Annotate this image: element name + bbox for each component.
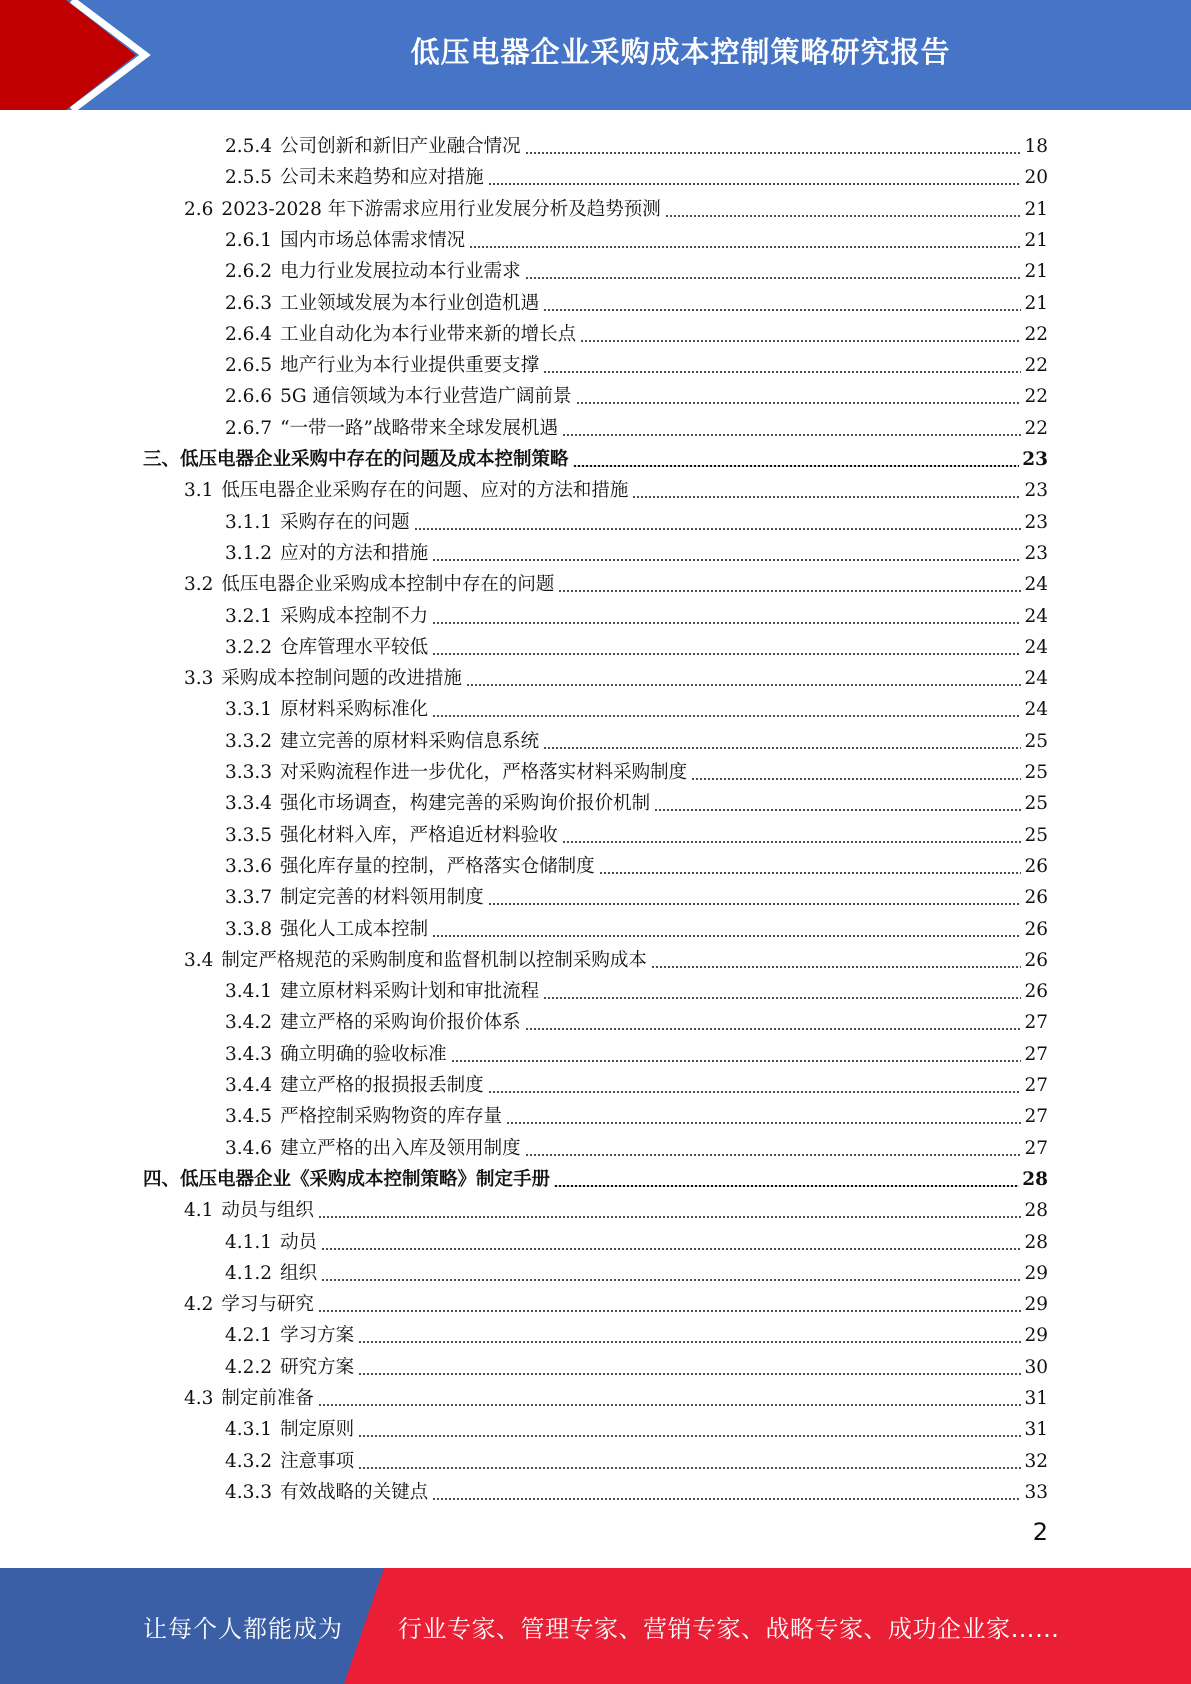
toc-entry-page: 26 xyxy=(1024,855,1048,877)
toc-dot-leader xyxy=(466,684,1022,686)
toc-entry[interactable] xyxy=(225,1223,1048,1254)
toc-entry-page: 27 xyxy=(1024,1137,1048,1159)
toc-entry-number: 3.1.2 xyxy=(225,542,273,564)
toc-entry[interactable] xyxy=(225,753,1048,784)
toc-dot-leader xyxy=(432,653,1021,655)
toc-dot-leader xyxy=(321,1279,1021,1281)
toc-entry-title: 采购成本控制问题的改进措施 xyxy=(221,668,462,690)
toc-entry-number: 3.2.1 xyxy=(225,605,273,627)
toc-entry[interactable] xyxy=(225,1348,1048,1379)
toc-entry[interactable] xyxy=(225,1410,1048,1441)
toc-entry-number: 4.2.1 xyxy=(225,1325,273,1347)
toc-entry-number: 4.2 xyxy=(184,1294,214,1316)
toc-entry[interactable] xyxy=(184,941,1048,972)
toc-entry-number: 3.4.3 xyxy=(225,1043,273,1065)
toc-dot-leader xyxy=(562,841,1022,843)
toc-entry[interactable] xyxy=(225,1254,1048,1285)
toc-dot-leader xyxy=(562,434,1021,436)
toc-dot-leader xyxy=(654,809,1021,811)
toc-entry-title: “一带一路”战略带来全球发展机遇 xyxy=(280,417,558,439)
toc-entry-number: 2.6 xyxy=(184,198,214,220)
toc-entry-number: 2.6.3 xyxy=(225,292,273,314)
toc-entry-title: 工业领域发展为本行业创造机遇 xyxy=(280,292,540,314)
toc-entry-title: 原材料采购标准化 xyxy=(280,699,429,721)
report-title: 低压电器企业采购成本控制策略研究报告 xyxy=(410,34,951,69)
toc-entry-number: 4.1.2 xyxy=(225,1262,273,1284)
toc-entry-number: 4.2.2 xyxy=(225,1356,273,1378)
toc-entry-title: 低压电器企业采购存在的问题、应对的方法和措施 xyxy=(221,480,629,502)
toc-entry-title: 低压电器企业采购成本控制中存在的问题 xyxy=(221,574,555,596)
toc-entry-title: 低压电器企业采购中存在的问题及成本控制策略 xyxy=(180,449,569,470)
toc-entry-title: 有效战略的关键点 xyxy=(280,1481,429,1503)
toc-entry-page: 31 xyxy=(1024,1419,1048,1441)
toc-dot-leader xyxy=(488,903,1022,905)
toc-entry-page: 23 xyxy=(1024,511,1048,533)
toc-dot-leader xyxy=(525,152,1022,154)
toc-entry-number: 4.3.3 xyxy=(225,1481,273,1503)
toc-entry-title: 研究方案 xyxy=(280,1356,355,1378)
toc-entry-number: 3.3.2 xyxy=(225,730,273,752)
toc-entry[interactable] xyxy=(184,1379,1048,1410)
toc-dot-leader xyxy=(599,872,1022,874)
toc-entry-page: 29 xyxy=(1024,1262,1048,1284)
toc-entry-title: 强化材料入库，严格追近材料验收 xyxy=(280,824,558,846)
toc-entry[interactable] xyxy=(225,597,1048,628)
toc-entry-title: 采购成本控制不力 xyxy=(280,605,429,627)
toc-entry-page: 27 xyxy=(1024,1075,1048,1096)
toc-entry[interactable] xyxy=(225,1129,1048,1160)
toc-entry-number: 三、 xyxy=(143,449,181,470)
toc-entry-page: 30 xyxy=(1024,1356,1048,1378)
toc-dot-leader xyxy=(691,778,1021,780)
toc-entry-title: 强化人工成本控制 xyxy=(280,918,429,940)
toc-entry[interactable] xyxy=(225,315,1048,346)
toc-entry-number: 4.3.1 xyxy=(225,1419,273,1441)
toc-entry-title: 制定前准备 xyxy=(221,1388,314,1409)
toc-dot-leader xyxy=(525,277,1022,279)
toc-entry-number: 3.4.4 xyxy=(225,1075,273,1096)
toc-entry-number: 3.3.1 xyxy=(225,699,273,721)
toc-entry-title: 仓库管理水平较低 xyxy=(280,636,429,658)
toc-entry[interactable] xyxy=(225,816,1048,847)
toc-entry-title: 制定完善的材料领用制度 xyxy=(280,887,484,909)
toc-entry-title: 动员与组织 xyxy=(221,1200,314,1222)
toc-entry-page: 24 xyxy=(1024,699,1048,721)
toc-dot-leader xyxy=(358,1341,1021,1343)
toc-entry-title: 制定严格规范的采购制度和监督机制以控制采购成本 xyxy=(221,949,647,971)
toc-entry-title: 2023-2028 年下游需求应用行业发展分析及趋势预测 xyxy=(221,198,661,220)
toc-entry-number: 3.3.7 xyxy=(225,887,273,909)
toc-entry-page: 26 xyxy=(1024,949,1048,971)
toc-dot-leader xyxy=(525,1028,1022,1030)
toc-entry-number: 3.4.1 xyxy=(225,981,273,1003)
toc-entry-title: 制定原则 xyxy=(280,1419,355,1441)
toc-entry-number: 四、 xyxy=(143,1168,181,1190)
toc-entry-page: 23 xyxy=(1022,449,1048,470)
toc-entry-number: 2.6.2 xyxy=(225,261,273,283)
toc-entry-page: 24 xyxy=(1024,668,1048,690)
toc-entry[interactable] xyxy=(184,190,1048,221)
toc-dot-leader xyxy=(558,590,1021,592)
toc-dot-leader xyxy=(432,935,1021,937)
toc-dot-leader xyxy=(573,465,1020,467)
toc-dot-leader xyxy=(432,559,1021,561)
toc-entry-page: 28 xyxy=(1024,1231,1048,1253)
toc-entry[interactable] xyxy=(225,284,1048,315)
toc-entry-number: 3.3.5 xyxy=(225,824,273,846)
toc-entry-page: 24 xyxy=(1024,574,1048,596)
toc-entry-page: 22 xyxy=(1024,386,1048,408)
toc-entry-number: 3.1.1 xyxy=(225,511,273,533)
toc-dot-leader xyxy=(469,246,1021,248)
toc-entry[interactable] xyxy=(225,878,1048,909)
toc-entry-number: 3.4.6 xyxy=(225,1137,273,1159)
toc-entry-number: 3.1 xyxy=(184,480,214,502)
toc-dot-leader xyxy=(525,1154,1022,1156)
toc-entry-number: 3.2.2 xyxy=(225,636,273,658)
toc-entry[interactable] xyxy=(184,659,1048,690)
toc-entry-page: 26 xyxy=(1024,981,1048,1003)
toc-dot-leader xyxy=(358,1373,1021,1375)
toc-entry[interactable] xyxy=(225,1473,1048,1504)
toc-entry[interactable] xyxy=(225,409,1048,440)
toc-entry-title: 建立完善的原材料采购信息系统 xyxy=(280,730,540,752)
toc-entry-page: 27 xyxy=(1024,1106,1048,1128)
toc-entry[interactable] xyxy=(225,1097,1048,1128)
toc-entry[interactable] xyxy=(225,972,1048,1003)
toc-dot-leader xyxy=(414,528,1022,530)
toc-entry-page: 21 xyxy=(1024,261,1048,283)
toc-entry[interactable] xyxy=(225,503,1048,534)
toc-entry[interactable] xyxy=(225,127,1048,158)
footer-slogan-left: 让每个人都能成为 xyxy=(143,1614,343,1643)
toc-entry-title: 强化市场调查，构建完善的采购询价报价机制 xyxy=(280,793,651,815)
toc-dot-leader xyxy=(318,1404,1022,1406)
toc-entry-page: 28 xyxy=(1024,1200,1048,1222)
toc-entry-page: 23 xyxy=(1024,542,1048,564)
toc-dot-leader xyxy=(432,622,1021,624)
toc-dot-leader xyxy=(488,183,1022,185)
toc-entry-page: 26 xyxy=(1024,918,1048,940)
toc-dot-leader xyxy=(358,1467,1021,1469)
toc-entry[interactable] xyxy=(225,346,1048,377)
toc-entry[interactable] xyxy=(184,565,1048,596)
toc-entry-page: 27 xyxy=(1024,1043,1048,1065)
toc-dot-leader xyxy=(576,402,1022,404)
toc-entry-page: 25 xyxy=(1024,762,1048,783)
toc-entry-number: 3.3.4 xyxy=(225,793,273,815)
toc-dot-leader xyxy=(580,340,1021,342)
toc-entry-number: 3.4.2 xyxy=(225,1012,273,1034)
toc-entry-title: 学习与研究 xyxy=(221,1294,314,1316)
toc-entry[interactable] xyxy=(225,628,1048,659)
toc-entry-page: 32 xyxy=(1024,1450,1048,1472)
toc-entry-number: 3.2 xyxy=(184,574,214,596)
toc-dot-leader xyxy=(318,1310,1022,1312)
toc-entry-title: 采购存在的问题 xyxy=(280,511,410,533)
toc-entry-title: 确立明确的验收标准 xyxy=(280,1043,447,1065)
toc-entry-title: 国内市场总体需求情况 xyxy=(280,229,466,251)
toc-entry[interactable] xyxy=(225,690,1048,721)
toc-dot-leader xyxy=(543,997,1021,999)
toc-entry-number: 2.6.5 xyxy=(225,355,273,377)
toc-dot-leader xyxy=(554,1185,1019,1187)
toc-entry-title: 工业自动化为本行业带来新的增长点 xyxy=(280,323,577,345)
toc-entry[interactable] xyxy=(225,1003,1048,1034)
toc-entry-title: 组织 xyxy=(280,1262,318,1284)
toc-entry-number: 4.1.1 xyxy=(225,1231,273,1253)
toc-entry-title: 应对的方法和措施 xyxy=(280,542,429,564)
toc-entry-title: 建立严格的出入库及领用制度 xyxy=(280,1137,521,1159)
toc-dot-leader xyxy=(432,715,1021,717)
toc-entry[interactable] xyxy=(225,1316,1048,1347)
toc-entry-page: 25 xyxy=(1024,793,1048,815)
toc-entry-title: 严格控制采购物资的库存量 xyxy=(280,1106,503,1128)
toc-entry[interactable] xyxy=(225,377,1048,408)
toc-entry-title: 公司未来趋势和应对措施 xyxy=(280,167,484,189)
page-number: 2 xyxy=(1032,1518,1048,1546)
toc-entry-title: 强化库存量的控制，严格落实仓储制度 xyxy=(280,855,595,877)
toc-entry-page: 22 xyxy=(1024,323,1048,345)
toc-entry-title: 电力行业发展拉动本行业需求 xyxy=(280,261,521,283)
toc-entry[interactable] xyxy=(225,910,1048,941)
toc-dot-leader xyxy=(432,1498,1021,1500)
toc-entry-number: 2.6.7 xyxy=(225,417,273,439)
toc-entry-page: 29 xyxy=(1024,1294,1048,1316)
toc-entry-number: 3.3.8 xyxy=(225,918,273,940)
toc-entry-page: 28 xyxy=(1022,1168,1048,1190)
toc-dot-leader xyxy=(451,1060,1022,1062)
toc-entry-title: 注意事项 xyxy=(280,1450,355,1472)
toc-entry-number: 3.3 xyxy=(184,668,214,690)
toc-entry[interactable] xyxy=(225,784,1048,815)
toc-entry-number: 3.4.5 xyxy=(225,1106,273,1128)
toc-entry-page: 29 xyxy=(1024,1325,1048,1347)
toc-entry[interactable] xyxy=(184,1191,1048,1222)
toc-dot-leader xyxy=(358,1435,1021,1437)
toc-dot-leader xyxy=(321,1248,1021,1250)
toc-dot-leader xyxy=(632,496,1021,498)
toc-entry-title: 对采购流程作进一步优化，严格落实材料采购制度 xyxy=(280,762,688,783)
toc-entry-title: 5G 通信领域为本行业营造广阔前景 xyxy=(280,386,572,408)
toc-entry-title: 地产行业为本行业提供重要支撑 xyxy=(280,355,540,377)
toc-entry-page: 21 xyxy=(1024,292,1048,314)
toc-entry-number: 4.1 xyxy=(184,1200,214,1222)
toc-entry-title: 建立原材料采购计划和审批流程 xyxy=(280,981,540,1003)
toc-entry-number: 2.6.6 xyxy=(225,386,273,408)
toc-entry-page: 33 xyxy=(1024,1481,1048,1503)
toc-dot-leader xyxy=(543,747,1021,749)
toc-entry-page: 26 xyxy=(1024,887,1048,909)
toc-dot-leader xyxy=(506,1122,1021,1124)
toc-dot-leader xyxy=(318,1216,1022,1218)
toc-entry-page: 22 xyxy=(1024,417,1048,439)
toc-entry-page: 24 xyxy=(1024,605,1048,627)
toc-entry[interactable] xyxy=(225,1035,1048,1066)
toc-entry-number: 4.3 xyxy=(184,1388,214,1409)
toc-entry-number: 4.3.2 xyxy=(225,1450,273,1472)
toc-entry-number: 2.6.4 xyxy=(225,323,273,345)
toc-entry-title: 学习方案 xyxy=(280,1325,355,1347)
toc-entry[interactable] xyxy=(184,471,1048,502)
toc-entry-page: 24 xyxy=(1024,636,1048,658)
toc-entry-title: 建立严格的采购询价报价体系 xyxy=(280,1012,521,1034)
toc-entry[interactable] xyxy=(225,534,1048,565)
toc-dot-leader xyxy=(543,371,1021,373)
toc-entry-page: 21 xyxy=(1024,229,1048,251)
toc-entry-page: 27 xyxy=(1024,1012,1048,1034)
toc-entry-page: 18 xyxy=(1024,136,1048,157)
toc-entry[interactable] xyxy=(225,1442,1048,1473)
page-header xyxy=(0,0,1191,110)
toc-entry-number: 3.3.3 xyxy=(225,762,273,783)
toc-entry[interactable] xyxy=(225,1066,1048,1097)
toc-entry-page: 23 xyxy=(1024,480,1048,502)
toc-entry-page: 21 xyxy=(1024,198,1048,220)
toc-entry[interactable] xyxy=(143,1160,1048,1191)
toc-entry-page: 31 xyxy=(1024,1388,1048,1409)
toc-entry-number: 2.5.4 xyxy=(225,136,273,157)
toc-entry[interactable] xyxy=(143,440,1048,471)
toc-entry[interactable] xyxy=(225,722,1048,753)
toc-dot-leader xyxy=(665,215,1022,217)
toc-dot-leader xyxy=(543,309,1021,311)
toc-entry-number: 2.5.5 xyxy=(225,167,273,189)
toc-entry[interactable] xyxy=(225,847,1048,878)
toc-entry[interactable] xyxy=(184,1285,1048,1316)
toc-entry-number: 3.3.6 xyxy=(225,855,273,877)
toc-dot-leader xyxy=(651,966,1022,968)
footer-slogan-right: 行业专家、管理专家、营销专家、战略专家、成功企业家…… xyxy=(398,1614,1060,1643)
toc-entry-title: 建立严格的报损报丢制度 xyxy=(280,1075,484,1096)
toc-entry-page: 25 xyxy=(1024,824,1048,846)
toc-entry-title: 动员 xyxy=(280,1231,318,1253)
page-footer xyxy=(0,1568,1191,1684)
toc-entry-number: 2.6.1 xyxy=(225,229,273,251)
toc-entry-title: 低压电器企业《采购成本控制策略》制定手册 xyxy=(180,1168,551,1190)
toc-entry-number: 3.4 xyxy=(184,949,214,971)
toc-entry-page: 22 xyxy=(1024,355,1048,377)
toc-entry-page: 20 xyxy=(1024,167,1048,189)
toc-entry-title: 公司创新和新旧产业融合情况 xyxy=(280,136,521,157)
red-chevron-decoration xyxy=(0,0,160,110)
toc-entry-page: 25 xyxy=(1024,730,1048,752)
toc-entry[interactable] xyxy=(225,252,1048,283)
toc-entry[interactable] xyxy=(225,221,1048,252)
toc-entry[interactable] xyxy=(225,158,1048,189)
toc-dot-leader xyxy=(488,1091,1022,1093)
